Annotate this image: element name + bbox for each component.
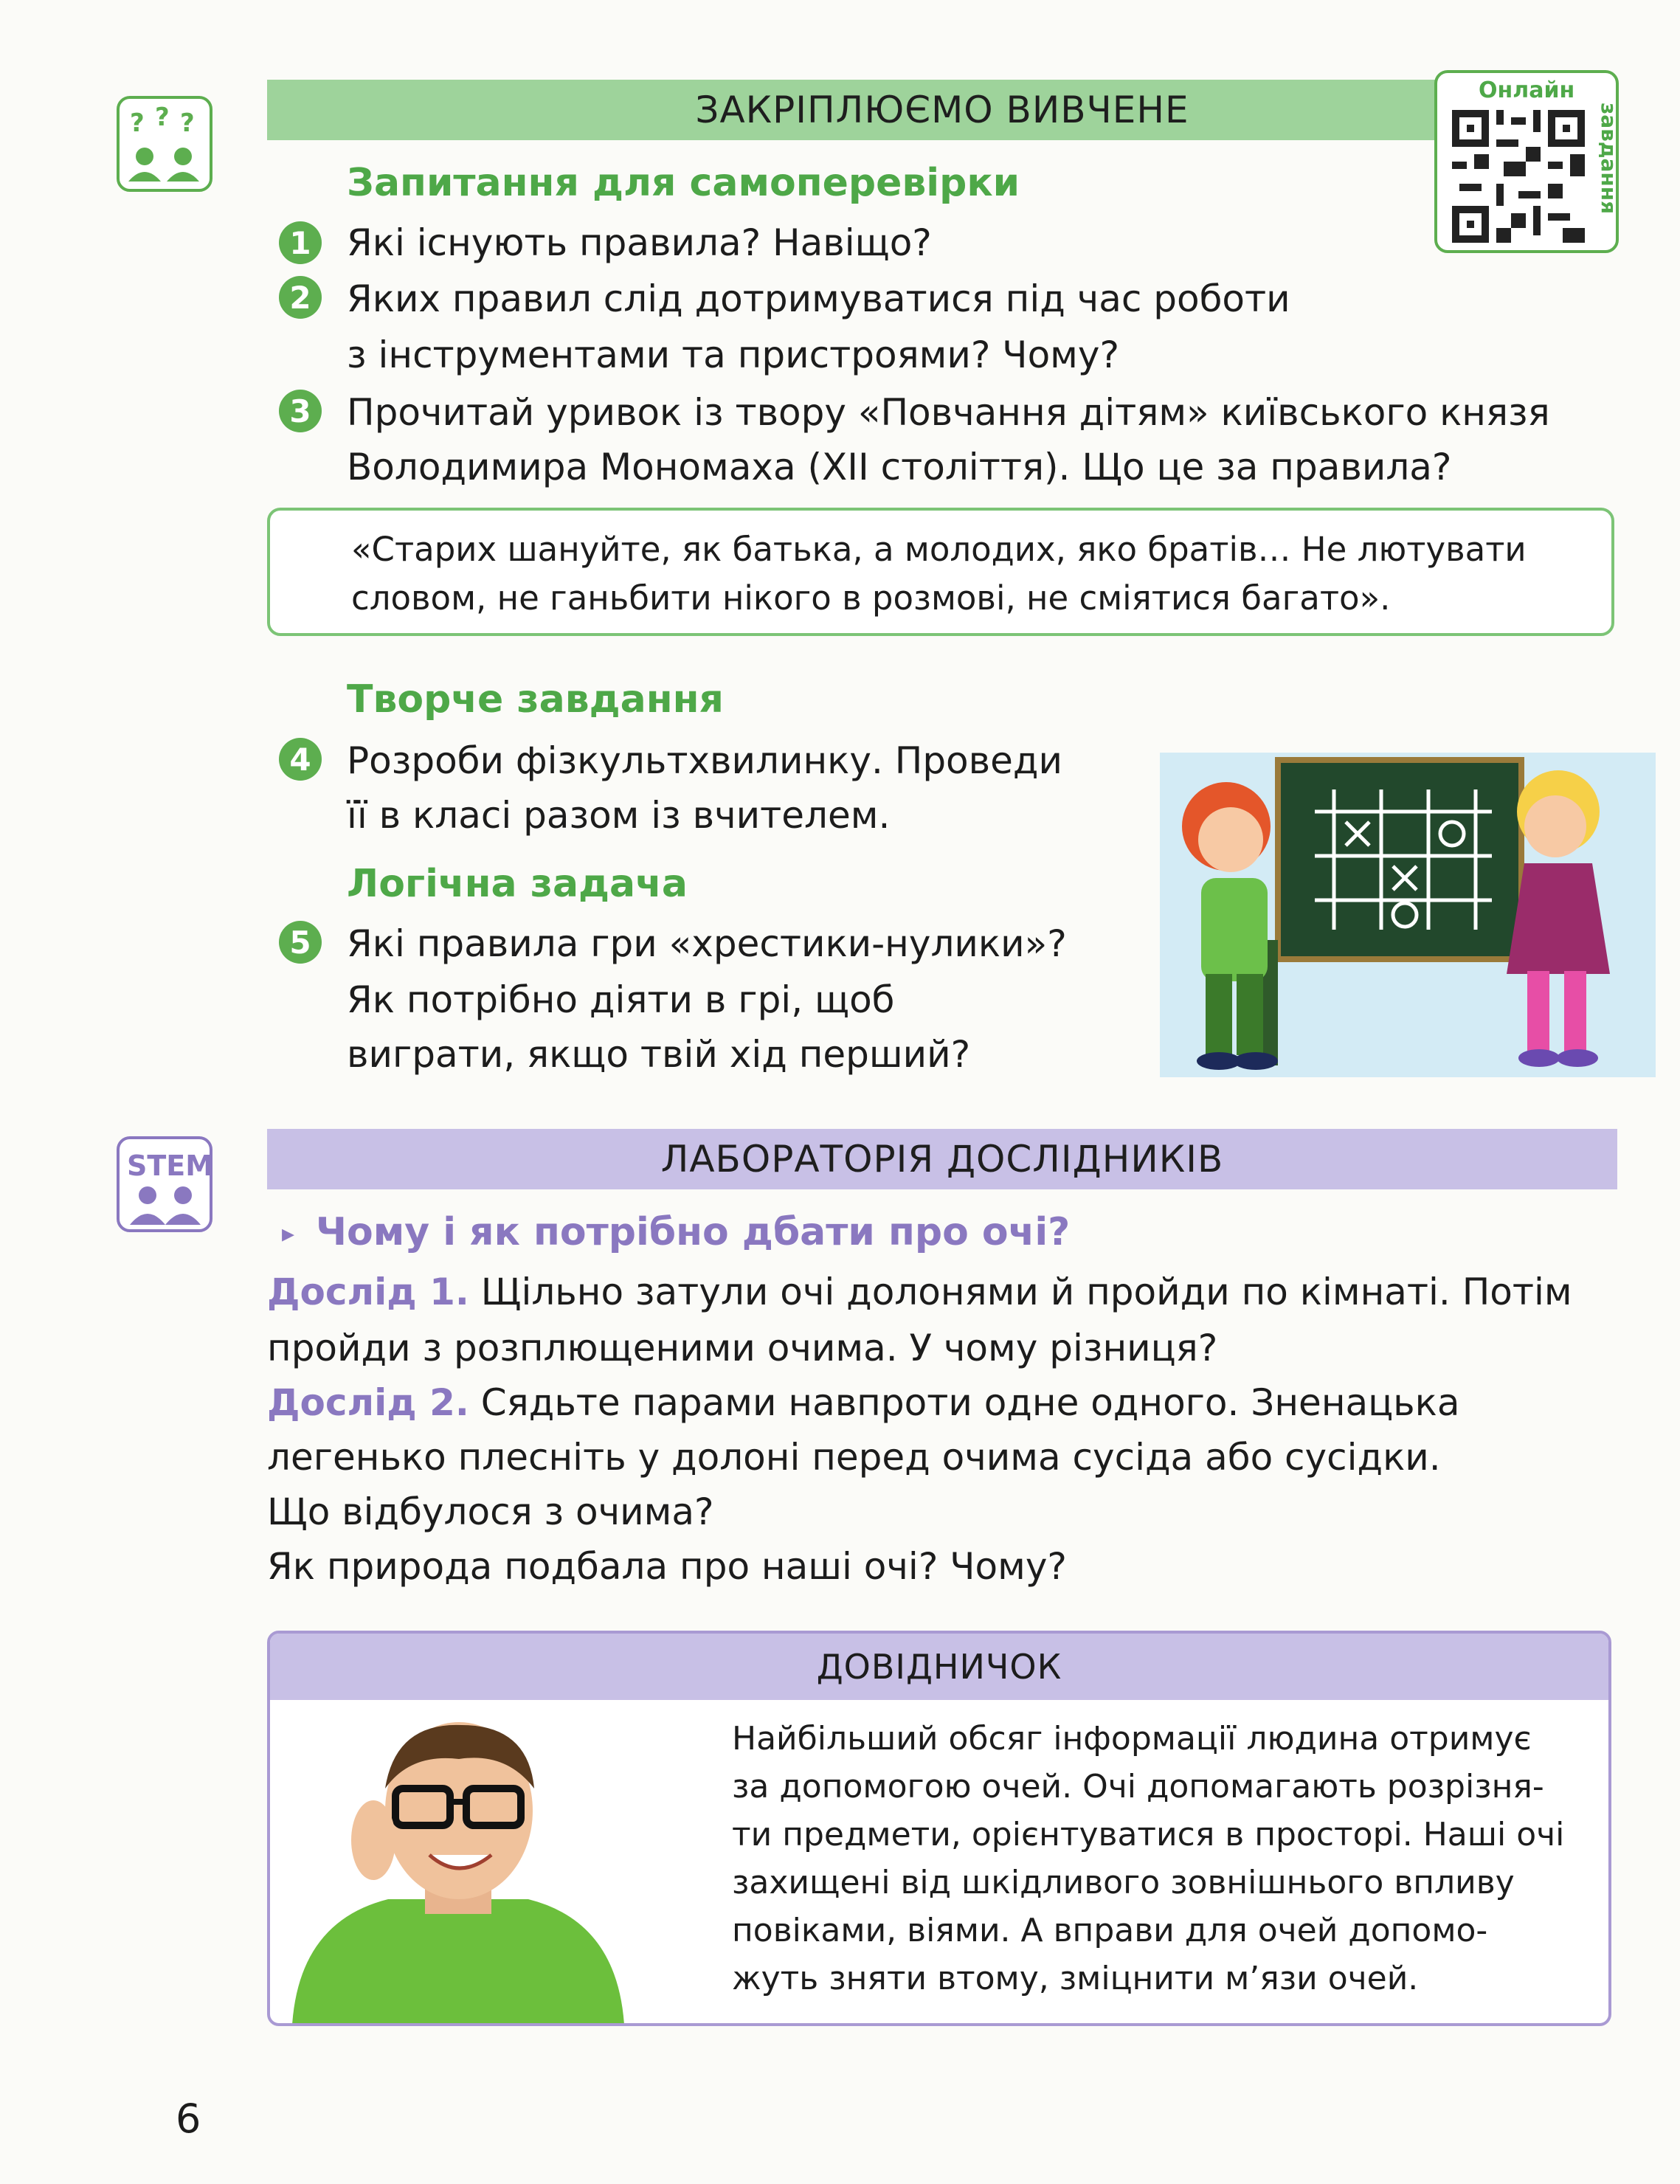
self-check-title: Запитання для самоперевірки bbox=[347, 161, 1020, 205]
monomakh-quote-box bbox=[267, 508, 1614, 636]
svg-text:?: ? bbox=[155, 103, 170, 132]
question-2-line-2: з інструментами та пристроями? Чому? bbox=[347, 334, 1120, 376]
experiment-2-text: Сядьте парами навпроти одне одного. Зненацька bbox=[469, 1381, 1460, 1424]
logic-task-title: Логічна задача bbox=[347, 862, 688, 906]
question-3-line-2: Володимира Мономаха (XII століття). Що це за правила? bbox=[347, 446, 1452, 488]
logic-line-3: виграти, якщо твій хід перший? bbox=[347, 1033, 971, 1076]
reference-title: ДОВІДНИЧОК bbox=[270, 1634, 1608, 1700]
reference-line-5: повіками, віями. А вправи для очей допомо- bbox=[732, 1912, 1488, 1949]
question-number-5: 5 bbox=[279, 921, 322, 964]
creative-line-1: Розроби фізкультхвилинку. Проведи bbox=[347, 739, 1062, 782]
stem-label: STEM bbox=[127, 1150, 214, 1182]
question-number-3: 3 bbox=[279, 390, 322, 432]
reference-line-2: за допомогою очей. Очі допомагають розрізня- bbox=[732, 1768, 1544, 1805]
discussion-icon bbox=[117, 96, 212, 192]
online-tasks-badge[interactable] bbox=[1434, 70, 1619, 253]
experiment-2-line-1 bbox=[267, 1375, 1460, 1430]
eye-care-question: Чому і як потрібно дбати про очі? bbox=[316, 1210, 1071, 1254]
experiment-1-line-2: пройди з розплющеними очима. У чому різниця? bbox=[267, 1327, 1218, 1369]
svg-text:?: ? bbox=[180, 108, 195, 138]
question-number-4: 4 bbox=[279, 738, 322, 781]
page-number: 6 bbox=[176, 2095, 201, 2142]
reference-line-6: жуть зняти втому, зміцнити м’язи очей. bbox=[732, 1960, 1419, 1997]
experiment-2-line-3: Що відбулося з очима? bbox=[267, 1490, 714, 1533]
experiment-1-line-1 bbox=[267, 1265, 1572, 1319]
qr-code-icon[interactable] bbox=[1452, 110, 1585, 243]
question-arrow-icon: ▸ bbox=[282, 1219, 295, 1248]
experiment-2-line-4: Як природа подбала про наші очі? Чому? bbox=[267, 1545, 1067, 1588]
question-number-1: 1 bbox=[279, 221, 322, 264]
question-1-line-1: Які існують правила? Навіщо? bbox=[347, 221, 932, 264]
question-2-line-1: Яких правил слід дотримуватися під час роботи bbox=[347, 277, 1290, 320]
creative-line-2: її в класі разом із вчителем. bbox=[347, 794, 891, 837]
reference-line-1: Найбільший обсяг інформації людина отримує bbox=[732, 1720, 1532, 1758]
experiment-2-label: Дослід 2. bbox=[267, 1381, 469, 1424]
creative-task-title: Творче завдання bbox=[347, 677, 724, 722]
quote-line-2: словом, не ганьбити нікого в розмові, не сміятися багато». bbox=[351, 578, 1391, 618]
reference-line-4: захищені від шкідливого зовнішнього впливу bbox=[732, 1864, 1515, 1901]
quote-line-1: «Старих шануйте, як батька, а молодих, яко братів… Не лютувати bbox=[351, 530, 1527, 569]
tasks-label: завдання bbox=[1597, 103, 1621, 215]
logic-line-1: Які правила гри «хрестики-нулики»? bbox=[347, 922, 1067, 965]
tic-tac-toe-illustration bbox=[1160, 753, 1656, 1077]
experiment-1-text: Щільно затули очі долонями й пройди по кімнаті. Потім bbox=[469, 1271, 1572, 1313]
online-label: Онлайн bbox=[1479, 77, 1575, 103]
experiment-2-line-2: легенько плесніть у долоні перед очима сусіда або сусідки. bbox=[267, 1436, 1441, 1479]
logic-line-2: Як потрібно діяти в грі, щоб bbox=[347, 978, 895, 1021]
question-number-2: 2 bbox=[279, 276, 322, 319]
section-header-lab: ЛАБОРАТОРІЯ ДОСЛІДНИКІВ bbox=[267, 1129, 1617, 1189]
section-header-consolidate: ЗАКРІПЛЮЄМО ВИВЧЕНЕ bbox=[267, 80, 1617, 140]
question-3-line-1: Прочитай уривок із твору «Повчання дітям» київського князя bbox=[347, 391, 1550, 434]
reference-box bbox=[267, 1631, 1611, 2026]
reference-line-3: ти предмети, орієнтуватися в просторі. Наші очі bbox=[732, 1816, 1565, 1853]
experiment-1-label: Дослід 1. bbox=[267, 1271, 469, 1313]
stem-icon bbox=[117, 1136, 212, 1232]
boy-with-glasses-photo bbox=[285, 1715, 632, 2025]
svg-text:?: ? bbox=[130, 108, 145, 138]
